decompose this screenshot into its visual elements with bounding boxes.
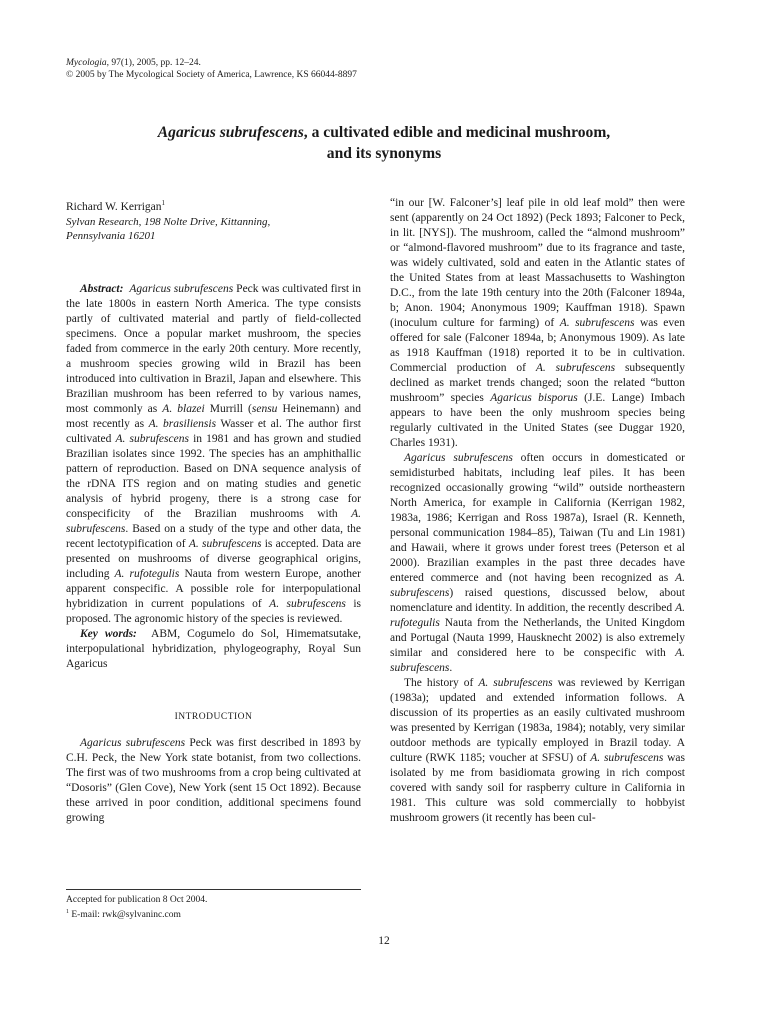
taxon-name: A. subrufescens: [390, 572, 685, 599]
footnote-email-mark: 1: [66, 909, 69, 915]
keywords-label: Key words:: [80, 627, 137, 640]
footnote-email: [66, 906, 361, 921]
article-title: [66, 122, 702, 164]
abstract-label: Abstract:: [80, 282, 124, 295]
taxon-name: A. brasiliensis: [148, 417, 217, 430]
title-species: Agaricus subrufescens: [157, 124, 304, 141]
author-footnote-mark: 1: [161, 199, 165, 207]
taxon-name: A. subrufescens: [559, 317, 635, 329]
taxon-name: A. subrufescens: [269, 597, 346, 610]
taxon-name: A. subrufescens: [66, 507, 361, 535]
keywords-text: ABM, Cogumelo do Sol, Himematsutake, interpopulational hybridization, phylogeography, Royal Sun Agaricus: [66, 627, 361, 670]
copyright-line: © 2005 by The Mycological Society of America, Lawrence, KS 66044-8897: [66, 70, 357, 80]
abstract-paragraph: [66, 282, 361, 627]
citation: 97(1), 2005, pp. 12–24.: [109, 58, 201, 68]
title-line1-rest: , a cultivated edible and medicinal mushroom,: [303, 124, 611, 141]
taxon-name: A. subrufescens: [535, 362, 616, 374]
taxon-name: A. rufotegulis: [114, 567, 180, 580]
journal-name: Mycologia,: [66, 58, 110, 68]
section-heading-introduction: INTRODUCTION: [174, 711, 253, 722]
taxon-name: A. subrufescens: [390, 647, 685, 674]
running-header: [66, 57, 357, 81]
abstract-text: Agaricus subrufescens Peck was cultivated first in the late 1800s in eastern North America. The type consists partly of cultivated material and partly of field-collected specimens. Once a popular market mushroom, the species faded from commerce in the early 20th century. More recently, a mushroom species growing wild in Brazil has been introduced into cultivation in Brazil, Japan and elsewhere. This Brazilian mushroom has been referred to by various names, most commonly as A. blazei Murrill (sensu Heinemann) and most recently as A. brasiliensis Wasser et al. The author first cultivated A. subrufescens in 1981 and has grown and studied Brazilian isolates since 1992. The species has an amphithallic pattern of reproduction. Based on DNA sequence analysis of the rDNA ITS region and on mating studies and genetic analysis of hybrid progeny, there is a strong case for conspecificity of the Brazilian mushrooms with A. subrufescens. Based on a study of the type and other data, the recent lectotypification of A. subrufescens is accepted. Data are presented on mushrooms of diverse geographical origins, including A. rufotegulis Nauta from western Europe, another apparent conspecific. A possible role for interpopulational hybridization in current populations of A. subrufescens is proposed. The agronomic history of the species is reviewed.: [66, 282, 362, 625]
title-line2: and its synonyms: [326, 145, 442, 162]
taxon-name: sensu: [251, 402, 278, 415]
author-name: Richard W. Kerrigan: [66, 200, 162, 213]
taxon-name: A. subrufescens: [478, 677, 553, 689]
intro-paragraph-1: Agaricus subrufescens Peck was first described in 1893 by C.H. Peck, the New York state botanist, from two collections. The first was of two mushrooms from a crop being cultivated at “Dosoris” (Glen Cove), New York (sent 15 Oct 1892). Because these arrived in poor condition, additional specimens found growing: [66, 736, 362, 824]
author-line: [66, 196, 361, 215]
taxon-name: Agaricus subrufescens: [129, 282, 234, 295]
taxon-name: A. rufotegulis: [390, 602, 685, 629]
page-number: 12: [378, 935, 390, 947]
right-column: [390, 196, 685, 826]
affiliation-line-2: Pennsylvania 16201: [66, 230, 156, 243]
taxon-name: A. subrufescens: [188, 537, 262, 550]
left-column: [66, 196, 361, 826]
taxon-name: Agaricus subrufescens: [404, 452, 513, 464]
taxon-name: A. subrufescens: [590, 752, 664, 764]
taxon-name: A. subrufescens: [115, 432, 189, 445]
footnote-accepted: Accepted for publication 8 Oct 2004.: [66, 895, 208, 905]
taxon-name: Agaricus bisporus: [490, 392, 578, 404]
keywords-paragraph: [66, 627, 361, 672]
affiliation-line-1: Sylvan Research, 198 Nolte Drive, Kittanning,: [66, 215, 271, 228]
right-paragraph-2: Agaricus subrufescens often occurs in domesticated or semidisturbed habitats, including leaf piles. It has been recognized occasionally growing “wild” outside northeastern North America, for example in California (Kerrigan 1982, 1983a, 1986; Kerrigan and Ross 1987a), Israel (R. Kenneth, personal communication 1984–85), Taiwan (Tu and Lin 1981) and Hawaii, where it grows under forest trees (Peterson et al 2000). Brazilian examples in the past three decades have entered commerce and (not having been recognized as A. subrufescens) raised questions, discussed below, about nomenclature and identity. In addition, the recently described A. rufotegulis Nauta from the Netherlands, the United Kingdom and Portugal (Nauta 1999, Hausknecht 2002) is also extremely similar and considered here to be conspecific with A. subrufescens.: [390, 452, 686, 674]
taxon-name: Agaricus subrufescens: [80, 736, 186, 749]
taxon-name: A. blazei: [162, 402, 205, 415]
right-paragraph-1: “in our [W. Falconer’s] leaf pile in old leaf mold” then were sent (apparently on 24 Oct 1892) (Peck 1893; Falconer to Peck, in lit. [NYS]). The mushroom, called the “almond mushroom” or “almond-flavored mushroom” due to its fragrance and taste, was widely cultivated, sold and eaten in the Atlantic states of the United States from at least Massachusetts to Washington D.C., from the late 19th century into the 20th (Falconer 1894a, b; Anon. 1904; Anonymous 1909; Kauffman 1918). Spawn (inoculum culture for farming) of A. subrufescens was even offered for sale (Falconer 1894a, b; Anonymous 1909). As late as 1918 Kauffman (1918) reported it to be in cultivation. Commercial production of A. subrufescens subsequently declined as market trends changed; soon the related “button mushroom” species Agaricus bisporus (J.E. Lange) Imbach appears to have been the only mushroom species being regularly cultivated in the United States (see Duggar 1920, Charles 1931).: [390, 197, 686, 449]
right-paragraph-3: The history of A. subrufescens was reviewed by Kerrigan (1983a); updated and extended information follows. A discussion of its properties as an easily cultivated mushroom was presented by Kerrigan (1983a, 1984); notably, very similar outdoor methods are typically employed in Brazil today. A culture (RWK 1185; voucher at SFSU) of A. subrufescens was isolated by me from basidiomata growing in rich compost covered with sandy soil for raspberry culture in California in 1981. This culture was sold commercially to hobbyist mushroom growers (it recently has been cul-: [390, 677, 686, 824]
author-affiliation: [66, 215, 361, 244]
footnotes: [66, 889, 361, 921]
footnote-email-text: E-mail: rwk@sylvaninc.com: [69, 910, 181, 921]
